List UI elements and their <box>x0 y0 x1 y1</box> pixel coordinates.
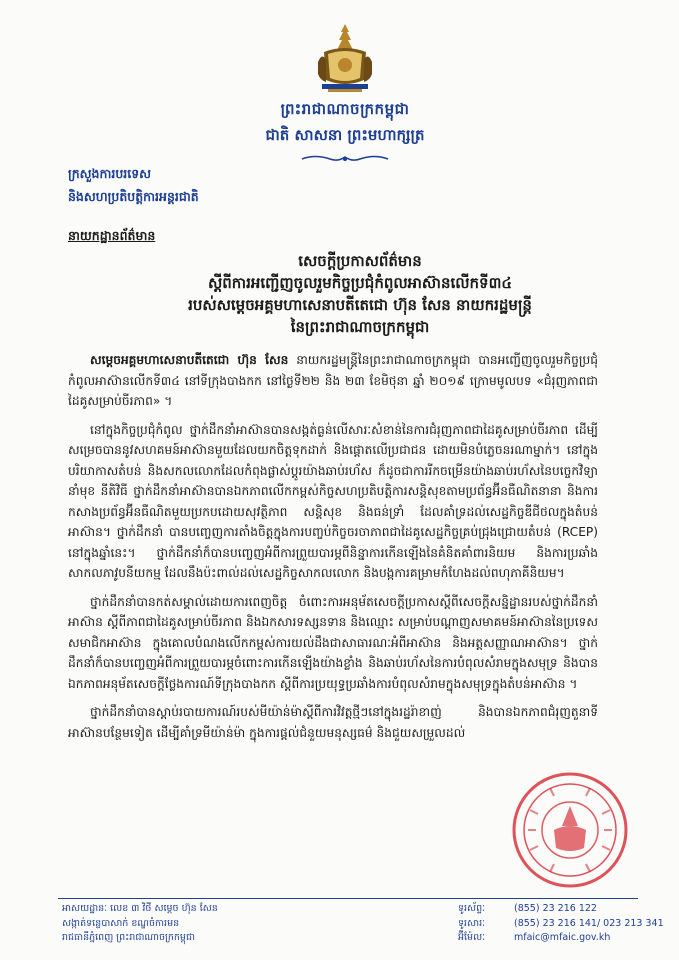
royal-coat-of-arms-icon <box>314 22 376 94</box>
department-name: នាយកដ្ឋានព័ត៌មាន <box>68 228 156 243</box>
title-line-1: សេចក្តីប្រកាសព័ត៌មាន <box>298 252 422 270</box>
email-link[interactable]: mfaic@mfaic.gov.kh <box>514 932 611 943</box>
paragraph-1-text: នាយករដ្ឋមន្ត្រីនៃព្រះរាជាណាចក្រកម្ពុជា បានអញ្ជើញចូលរួមកិច្ចប្រជុំកំពូលអាស៊ានលើកទី៣៤ នៅទីក្រុងបាងកក នៅថ្ងៃទី២២ និង ២៣ ខែមិថុនា ឆ្នាំ ២០១៩ ក្រោមមូលបទ «ជំរុញភាពជាដៃគូសម្រាប់ចីរភាព» ។ <box>68 353 598 408</box>
kingdom-header <box>240 100 450 164</box>
paragraph-2: នៅក្នុងកិច្ចប្រជុំកំពូល ថ្នាក់ដឹកនាំអាស៊ានបានសង្កត់ធ្ងន់លើសារៈសំខាន់នៃការជំរុញភាពជាដៃគូសម្រាប់ចីរភាព ដើម្បីសម្រេចបាននូវសហគមន៍អាស៊ានមួយដែលយកចិត្តទុកដាក់ និងផ្តោតលើប្រជាជន ដោយមិនបំភ្លេចនរណាម្នាក់។ នៅក្នុងបរិយាកាសតំបន់ និងសកលលោកដែលកំពុងផ្លាស់ប្តូរយ៉ាងឆាប់រហ័ស ក៏ដូចជាការរីកចម្រើនយ៉ាងឆាប់រហ័សនៃបច្ចេកវិទ្យា នាំមុខ នីតិវិធី ថ្នាក់ដឹកនាំអាស៊ានបានឯកភាពលើកកម្ពស់កិច្ចសហប្រតិបត្តិការសន្តិសុខតាមប្រព័ន្ធអ៊ីនធឺណិតនានា និងការកសាងប្រព័ន្ធអ៊ីនធឺណិតមួយប្រកបដោយសុវត្ថិភាព សន្តិសុខ និងធន់ទ្រាំ ដែលគាំទ្រដល់សេដ្ឋកិច្ចឌីជីថលក្នុងតំបន់អាស៊ាន។ ថ្នាក់ដឹកនាំ បានបញ្ចេញការតាំងចិត្តក្នុងការបញ្ចប់កិច្ចចរចាភាពជាដៃគូសេដ្ឋកិច្ចគ្រប់ជ្រុងជ្រោយតំបន់ (RCEP) នៅក្នុងឆ្នាំនេះ។ ថ្នាក់ដឹកនាំក៏បានបញ្ចេញអំពីការព្រួយបារម្ភពីនិន្នាការកើនឡើងនៃគំនិតគាំពារនិយម និងការប្រឆាំងសាកលភាវូបនីយកម្ម ដែលនឹងប៉ះពាល់ដល់សេដ្ឋកិច្ចសាកលលោក និងបង្កការគម្រាមកំហែងដល់ពហុភាគីនិយម។ <box>68 422 598 580</box>
fax-label: ទូរសារៈ <box>458 917 486 929</box>
phone-label: ទូរស័ព្ទៈ <box>458 903 486 914</box>
paragraph-3: ថ្នាក់ដឹកនាំបានកត់សម្គាល់ដោយការពេញចិត្ត ចំពោះការអនុម័តសេចក្តីប្រកាសស្តីពីសេចក្តីសន្និដ្ឋានរបស់ថ្នាក់ដឹកនាំអាស៊ាន ស្តីពីភាពជាដៃគូសម្រាប់ចីរភាព និងឯកសារទស្សនទាន និងឈ្មោះ សម្រាប់បណ្តាញសមាគមន៍អាស៊ាននៃប្រទេសសមាជិកអាស៊ាន ក្នុងគោលបំណងលើកកម្ពស់ការយល់ដឹងជាសាធារណៈអំពីអាស៊ាន និងអត្តសញ្ញាណអាស៊ាន។ ថ្នាក់ដឹកនាំក៏បានបញ្ចេញអំពីការព្រួយបារម្ភចំពោះការកើនឡើងយ៉ាងខ្លាំង និងឆាប់រហ័សនៃការបំពុលសំរាមក្នុងសមុទ្រ និងបានឯកភាពអនុម័តសេចក្តីថ្លែងការណ៍ទីក្រុងបាងកក ស្តីពីការប្រយុទ្ធប្រឆាំងការបំពុលសំរាមក្នុងសមុទ្រក្នុងតំបន់អាស៊ាន ។ <box>68 594 598 691</box>
ministry-name-line1: ក្រសួងការបរទេស <box>68 166 152 181</box>
title-line-2: ស្តីពីការអញ្ជើញចូលរួមកិច្ចប្រជុំកំពូលអាស៊ានលើកទី៣៤ <box>207 274 513 292</box>
paragraph-1 <box>68 350 598 412</box>
national-motto: ជាតិ សាសនា ព្រះមហាក្សត្រ <box>265 126 425 144</box>
kingdom-name: ព្រះរាជាណាចក្រកម្ពុជា <box>280 100 410 118</box>
ministry-block <box>68 166 199 208</box>
address-label: អាសយដ្ឋានៈ <box>62 903 108 914</box>
email-label: អ៊ីម៉ែលៈ <box>458 932 486 943</box>
prime-minister-name: សម្តេចអគ្គមហាសេនាបតីតេជោ ហ៊ុន សែន <box>90 353 289 367</box>
document-body <box>68 350 598 751</box>
address-line-3: រាជធានីភ្នំពេញ ព្រះរាជាណាចក្រកម្ពុជា <box>62 932 195 943</box>
footer-divider <box>58 898 638 899</box>
address-line-1: លេខ ៣ វិថី សម្តេច ហ៊ុន សែន <box>110 903 218 914</box>
fax-value: (855) 23 216 141/ 023 213 341 <box>514 917 664 929</box>
footer-contacts <box>458 902 664 946</box>
official-red-seal-icon <box>510 770 630 890</box>
footer-address <box>62 902 218 946</box>
ministry-name-line2: និងសហប្រតិបត្តិការអន្តរជាតិ <box>68 189 199 204</box>
paragraph-4: ថ្នាក់ដឹកនាំបានស្តាប់របាយការណ៍របស់មីយ៉ាន់ម៉ាស្តីពីការវិវត្តថ្មីៗនៅក្នុងរដ្ឋរ៉ាខាញ់ និងបានឯកភាពជំរុញតួនាទីអាស៊ានបន្ថែមទៀត ដើម្បីគាំទ្រមីយ៉ាន់ម៉ា ក្នុងការផ្តល់ជំនួយមនុស្សធម៌ និងជួយសម្រួលដល់ <box>68 705 598 740</box>
address-line-2: សង្កាត់ទន្លេបាសាក់ ខណ្ឌចំការមន <box>62 917 180 929</box>
phone-value: (855) 23 216 122 <box>514 903 597 914</box>
title-line-3: របស់សម្តេចអគ្គមហាសេនាបតីតេជោ ហ៊ុន សែន នាយករដ្ឋមន្ត្រី <box>188 296 532 314</box>
document-title <box>140 250 580 338</box>
title-line-4: នៃព្រះរាជាណាចក្រកម្ពុជា <box>290 318 430 336</box>
tacteng-ornament-icon <box>300 154 390 164</box>
